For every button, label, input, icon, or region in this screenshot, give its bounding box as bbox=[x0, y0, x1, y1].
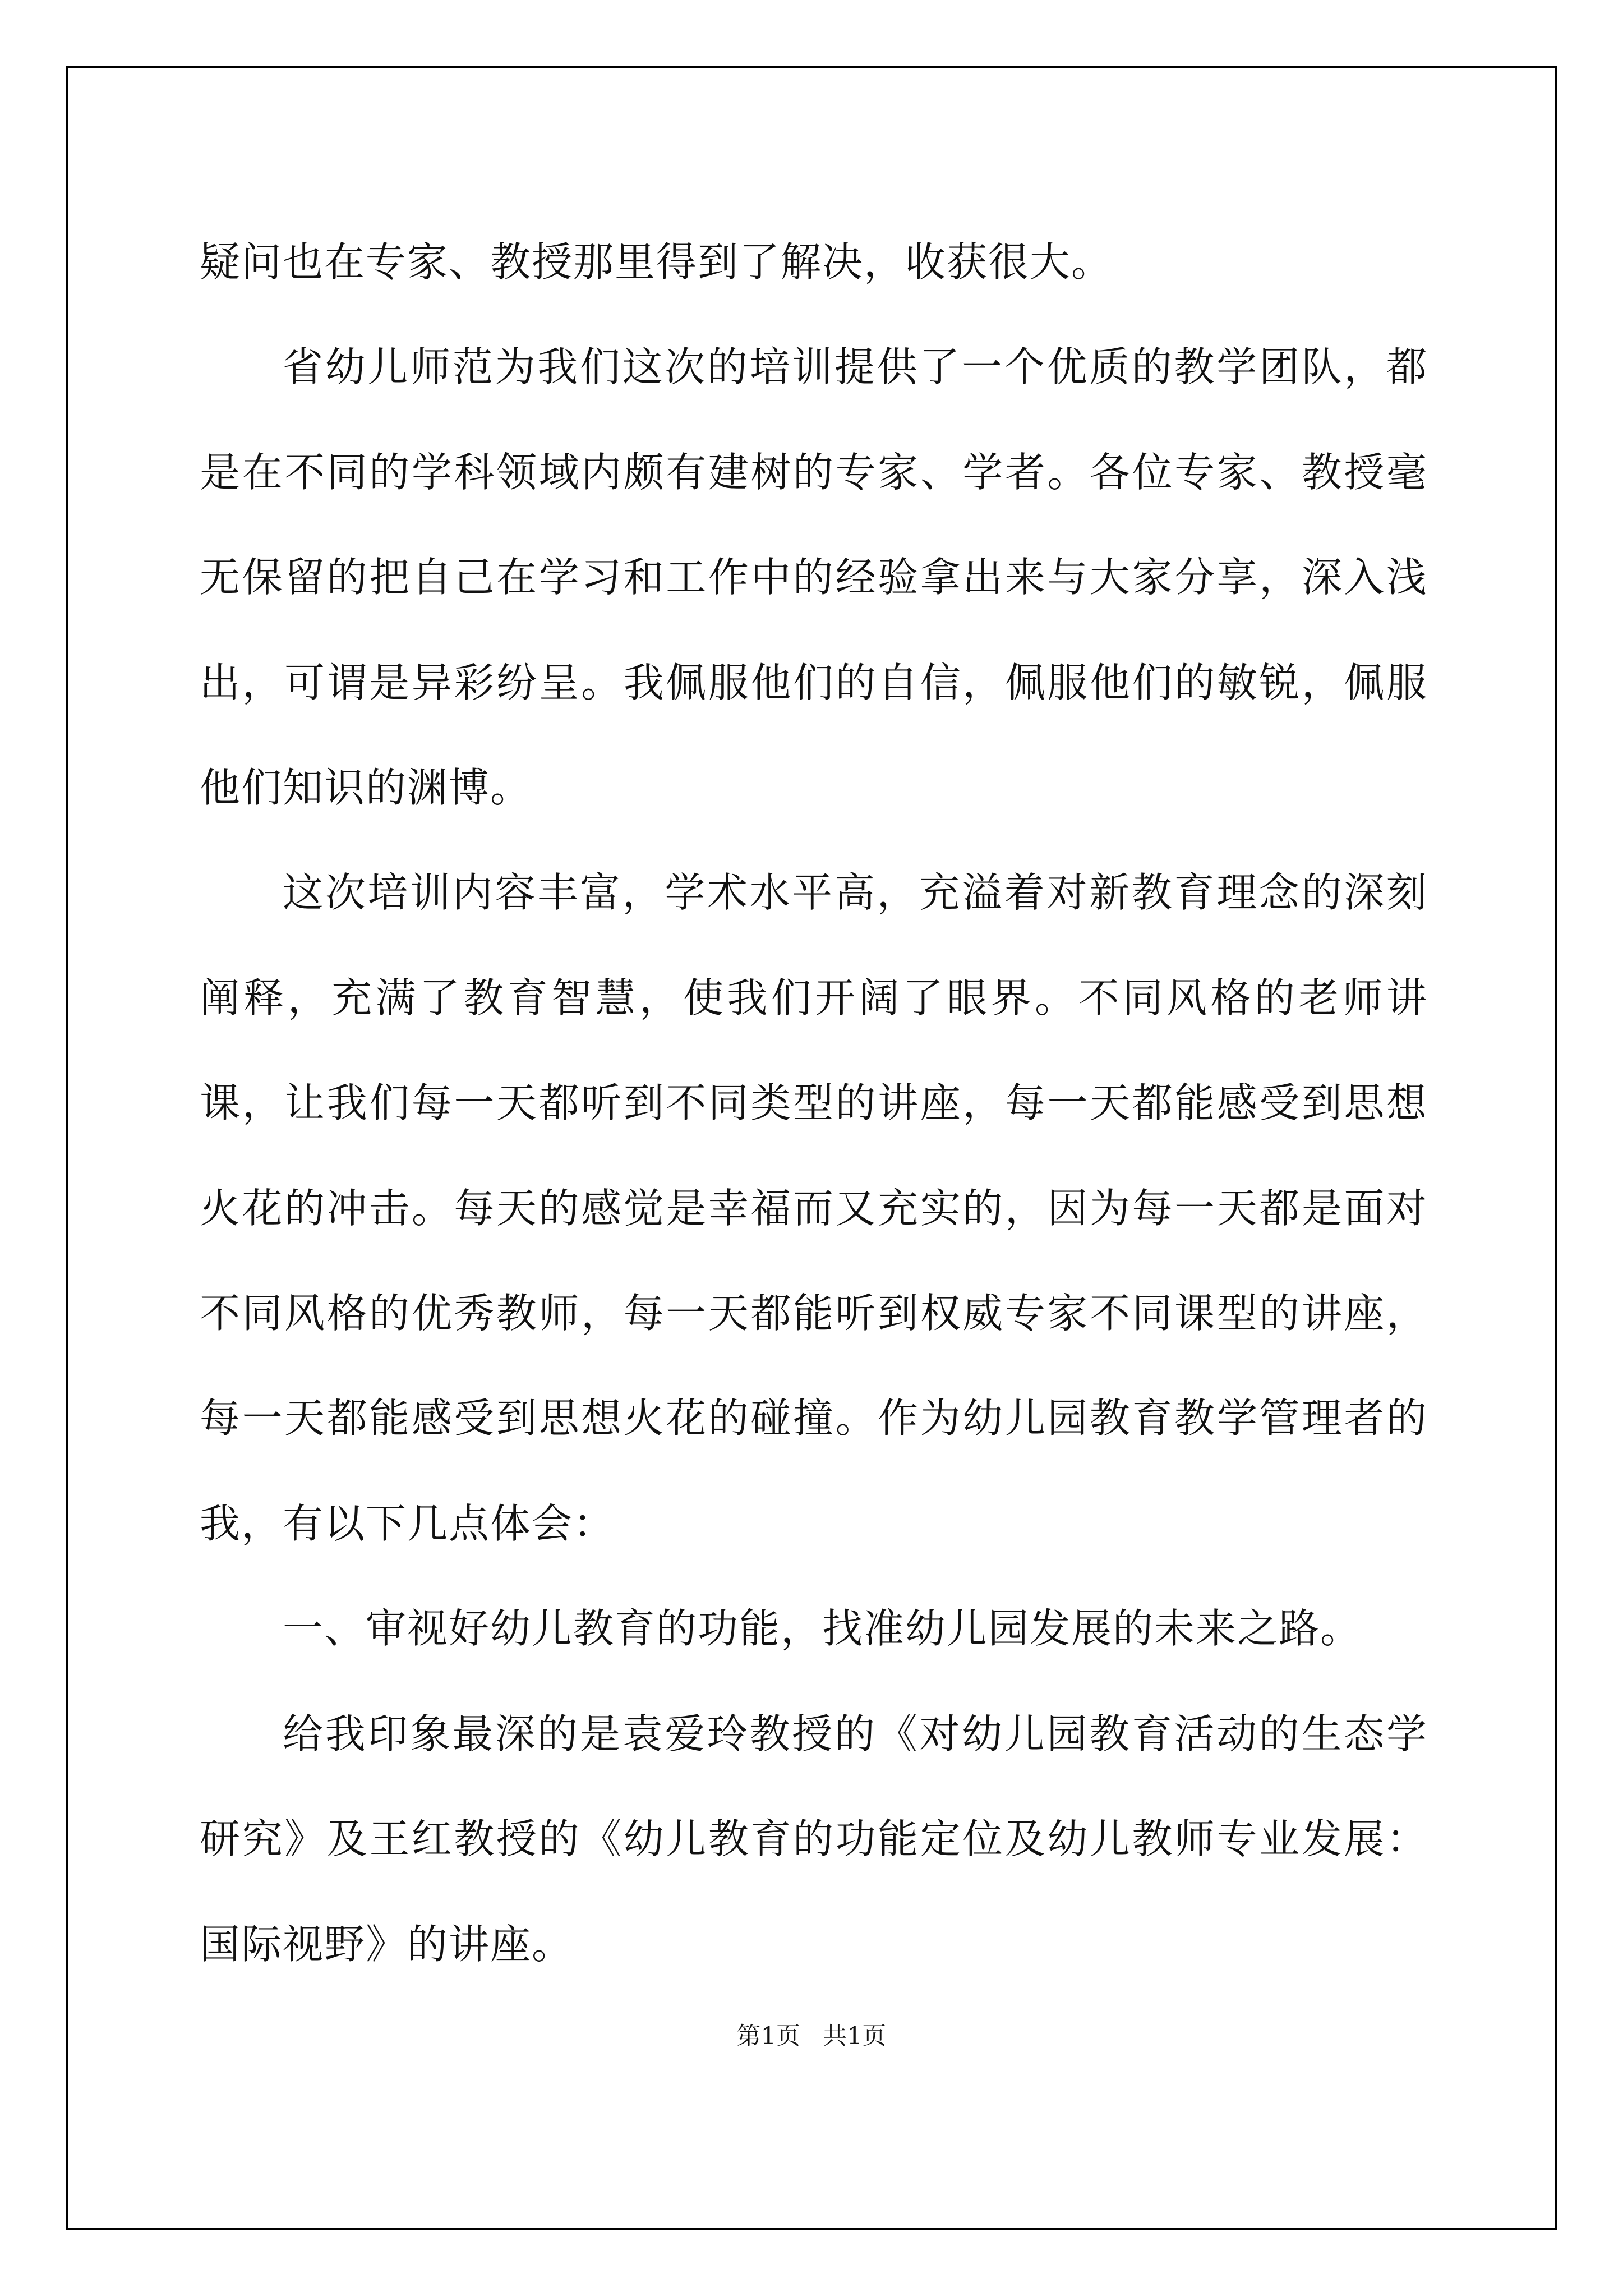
paragraph: 这次培训内容丰富，学术水平高，充溢着对新教育理念的深刻阐释，充满了教育智慧，使我们开阔了眼界。不同风格的老师讲课，让我们每一天都听到不同类型的讲座，每一天都能感受到思想火花的冲击。每天的感觉是幸福而又充实的，因为每一天都是面对不同风格的优秀教师，每一天都能听到权威专家不同课型的讲座，每一天都能感受到思想火花的碰撞。作为幼儿园教育教学管理者的我，有以下几点体会： bbox=[200, 869, 1428, 1547]
document-body bbox=[200, 210, 1428, 1997]
page-number: 第1页 bbox=[736, 2022, 800, 2050]
paragraph-continued: 疑问也在专家、教授那里得到了解决，收获很大。 bbox=[200, 238, 1113, 286]
paragraph: 给我印象最深的是袁爱玲教授的《对幼儿园教育活动的生态学研究》及王红教授的《幼儿教育的功能定位及幼儿教师专业发展：国际视野》的讲座。 bbox=[200, 1710, 1428, 1968]
section-heading: 一、审视好幼儿教育的功能，找准幼儿园发展的未来之路。 bbox=[283, 1605, 1362, 1653]
page-total: 共1页 bbox=[823, 2022, 887, 2050]
page-footer bbox=[0, 2019, 1623, 2053]
paragraph: 省幼儿师范为我们这次的培训提供了一个优质的教学团队，都是在不同的学科领域内颇有建树的专家、学者。各位专家、教授毫无保留的把自己在学习和工作中的经验拿出来与大家分享，深入浅出，可谓是异彩纷呈。我佩服他们的自信，佩服他们的敏锐，佩服他们知识的渊博。 bbox=[200, 343, 1428, 812]
